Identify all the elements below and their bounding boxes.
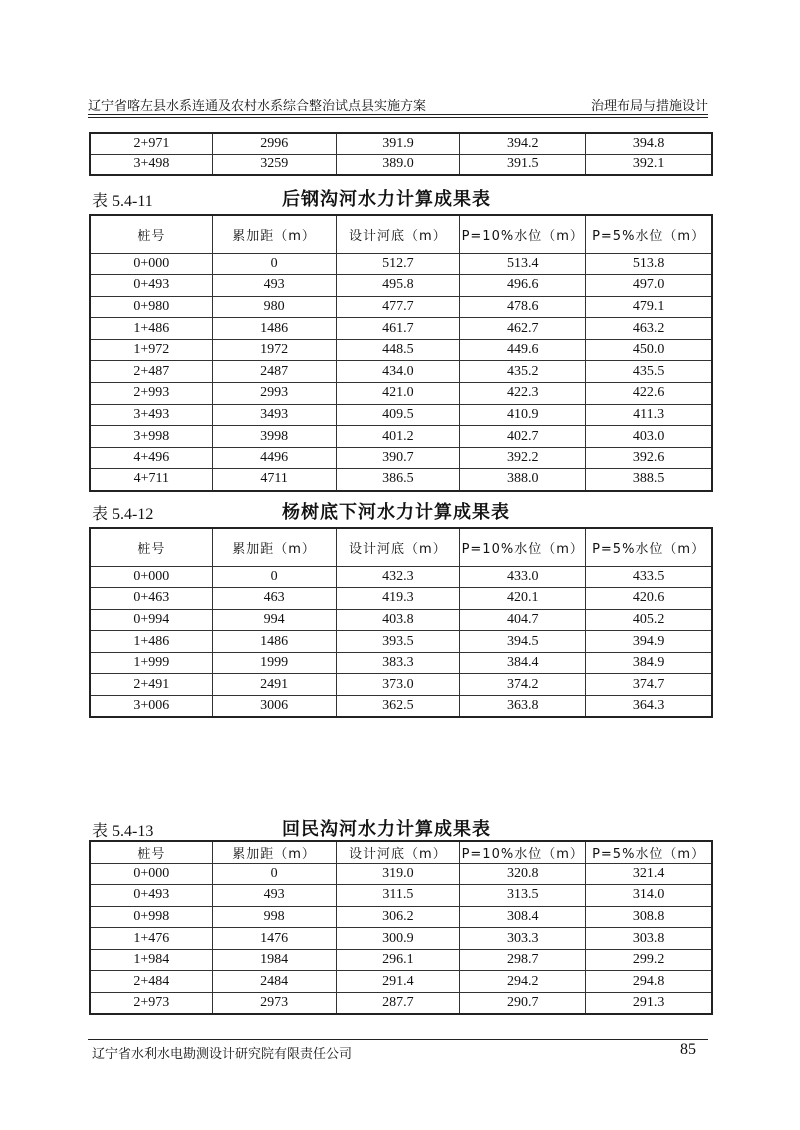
table-cell: 392.6 [586,447,712,469]
table-cell: 980 [212,296,336,318]
column-header: P=10%水位（m） [460,528,586,566]
table-cell: 3+493 [90,404,212,426]
table-cell: 1+476 [90,928,212,950]
table-cell: 394.2 [460,133,586,154]
table-cell: 435.2 [460,361,586,383]
table-cell: 319.0 [336,863,460,885]
table-cell: 422.3 [460,383,586,405]
table-number: 表 5.4-11 [92,193,153,210]
table-cell: 321.4 [586,863,712,885]
table-cell: 422.6 [586,383,712,405]
table-cell: 2+993 [90,383,212,405]
table-header [90,215,712,253]
table-body [90,133,712,175]
table-cell: 2+487 [90,361,212,383]
table-cell: 403.8 [336,609,460,631]
table-cell: 389.0 [336,154,460,175]
table-cell: 390.7 [336,447,460,469]
table-row [90,361,712,383]
table-cell: 393.5 [336,631,460,653]
table-cell: 463.2 [586,318,712,340]
table-cell: 463 [212,588,336,610]
table-title: 后钢沟河水力计算成果表 [282,189,491,210]
table-cell: 314.0 [586,885,712,907]
column-header: 桩号 [90,841,212,863]
publisher-name: 辽宁省水利水电勘测设计研究院有限责任公司 [92,1047,353,1062]
table-cell: 299.2 [586,949,712,971]
table-cell: 1486 [212,318,336,340]
table-row [90,949,712,971]
table-cell: 291.4 [336,971,460,993]
table-row [90,133,712,154]
table-cell: 477.7 [336,296,460,318]
table-row [90,404,712,426]
table-cell: 300.9 [336,928,460,950]
table-cell: 1+984 [90,949,212,971]
table-row [90,696,712,718]
table-header [90,841,712,863]
table-row [90,928,712,950]
table-cell: 294.8 [586,971,712,993]
table-cell: 419.3 [336,588,460,610]
table-cell: 496.6 [460,275,586,297]
table-cell: 0+998 [90,906,212,928]
table-row [90,863,712,885]
table-row [90,318,712,340]
table-cell: 1984 [212,949,336,971]
table-cell: 364.3 [586,696,712,718]
column-header: P=10%水位（m） [460,841,586,863]
table-cell: 0+463 [90,588,212,610]
table-cell: 404.7 [460,609,586,631]
table-cell: 2484 [212,971,336,993]
table-cell: 4+496 [90,447,212,469]
table-cell: 409.5 [336,404,460,426]
table-cell: 391.9 [336,133,460,154]
table-title: 回民沟河水力计算成果表 [282,819,491,840]
table-cell: 388.0 [460,469,586,491]
table-row [90,652,712,674]
header-row [90,215,712,253]
table-cell: 411.3 [586,404,712,426]
table-cell: 392.1 [586,154,712,175]
table-cell: 311.5 [336,885,460,907]
table-cell: 3+006 [90,696,212,718]
table-cell: 3493 [212,404,336,426]
table-cell: 383.3 [336,652,460,674]
table-cell: 313.5 [460,885,586,907]
table-cell: 0+493 [90,885,212,907]
table-row [90,275,712,297]
table-cell: 479.1 [586,296,712,318]
table-cell: 2+491 [90,674,212,696]
table-cell: 421.0 [336,383,460,405]
table-cell: 434.0 [336,361,460,383]
table-cell: 448.5 [336,339,460,361]
table-cell: 401.2 [336,426,460,448]
table-row [90,906,712,928]
table-cell: 394.8 [586,133,712,154]
table-row [90,674,712,696]
table-cell: 1972 [212,339,336,361]
table-cell: 308.8 [586,906,712,928]
header-rule-2 [88,117,708,118]
footer-rule [88,1039,708,1040]
column-header: 桩号 [90,528,212,566]
table-cell: 3006 [212,696,336,718]
table-row [90,469,712,491]
table-cell: 2491 [212,674,336,696]
table-cell: 0 [212,253,336,275]
table-cell: 493 [212,275,336,297]
continued-table [89,132,713,176]
table-cell: 0+980 [90,296,212,318]
header-rule [88,114,708,115]
table-row [90,971,712,993]
table-cell: 420.1 [460,588,586,610]
table-cell: 0+000 [90,566,212,588]
running-header [88,93,708,115]
table-cell: 2996 [212,133,336,154]
table-caption [92,815,712,843]
table-cell: 433.0 [460,566,586,588]
table-number: 表 5.4-12 [92,506,154,523]
table-row [90,609,712,631]
table-cell: 2993 [212,383,336,405]
table-cell: 1999 [212,652,336,674]
table-caption [92,498,712,526]
table-number: 表 5.4-13 [92,823,154,840]
column-header: P=10%水位（m） [460,215,586,253]
table-cell: 4711 [212,469,336,491]
table-cell: 1+999 [90,652,212,674]
table-cell: 3+498 [90,154,212,175]
table-cell: 362.5 [336,696,460,718]
table-cell: 374.2 [460,674,586,696]
table-5-4-13 [89,840,713,1015]
table-cell: 384.4 [460,652,586,674]
page-number: 85 [680,1041,696,1058]
column-header: 累加距（m） [212,841,336,863]
table-body [90,863,712,1014]
table-cell: 994 [212,609,336,631]
table-cell: 450.0 [586,339,712,361]
column-header: 设计河底（m） [336,528,460,566]
table-cell: 2973 [212,993,336,1015]
table-cell: 0+000 [90,863,212,885]
table-5-4-12 [89,527,713,718]
column-header: P=5%水位（m） [586,841,712,863]
table-cell: 287.7 [336,993,460,1015]
table-cell: 392.2 [460,447,586,469]
table-cell: 2+971 [90,133,212,154]
table-cell: 478.6 [460,296,586,318]
table-cell: 303.3 [460,928,586,950]
table-cell: 1+972 [90,339,212,361]
table-cell: 513.8 [586,253,712,275]
table-5-4-11 [89,214,713,492]
table-cell: 1486 [212,631,336,653]
table-row [90,154,712,175]
table-cell: 3998 [212,426,336,448]
table-cell: 403.0 [586,426,712,448]
table-row [90,253,712,275]
table-cell: 3+998 [90,426,212,448]
table-cell: 2+484 [90,971,212,993]
table-row [90,426,712,448]
table-body [90,566,712,717]
table-cell: 461.7 [336,318,460,340]
table-cell: 373.0 [336,674,460,696]
table-cell: 290.7 [460,993,586,1015]
table-cell: 432.3 [336,566,460,588]
table-cell: 410.9 [460,404,586,426]
table-cell: 0 [212,566,336,588]
header-row [90,841,712,863]
column-header: 设计河底（m） [336,215,460,253]
table-row [90,588,712,610]
table-cell: 1+486 [90,318,212,340]
table-cell: 4496 [212,447,336,469]
table-cell: 306.2 [336,906,460,928]
table-cell: 298.7 [460,949,586,971]
column-header: 累加距（m） [212,528,336,566]
table-cell: 493 [212,885,336,907]
table-cell: 374.7 [586,674,712,696]
table-title: 杨树底下河水力计算成果表 [282,502,510,523]
table-cell: 435.5 [586,361,712,383]
table-cell: 296.1 [336,949,460,971]
table-cell: 402.7 [460,426,586,448]
table-cell: 495.8 [336,275,460,297]
table-cell: 320.8 [460,863,586,885]
table-row [90,383,712,405]
table-cell: 384.9 [586,652,712,674]
table-row [90,631,712,653]
table-cell: 303.8 [586,928,712,950]
table-cell: 291.3 [586,993,712,1015]
table-cell: 3259 [212,154,336,175]
column-header: P=5%水位（m） [586,528,712,566]
table-cell: 433.5 [586,566,712,588]
table-cell: 4+711 [90,469,212,491]
table-cell: 512.7 [336,253,460,275]
header-row [90,528,712,566]
table-body [90,253,712,491]
chapter-title: 治理布局与措施设计 [590,99,708,114]
table-cell: 388.5 [586,469,712,491]
table-cell: 497.0 [586,275,712,297]
table-cell: 2487 [212,361,336,383]
table-cell: 405.2 [586,609,712,631]
table-cell: 0+000 [90,253,212,275]
table-cell: 0+994 [90,609,212,631]
table-cell: 363.8 [460,696,586,718]
table-row [90,566,712,588]
table-cell: 998 [212,906,336,928]
column-header: 设计河底（m） [336,841,460,863]
document-title: 辽宁省喀左县水系连通及农村水系综合整治试点县实施方案 [88,99,427,114]
table-row [90,296,712,318]
table-cell: 449.6 [460,339,586,361]
table-cell: 391.5 [460,154,586,175]
table-cell: 2+973 [90,993,212,1015]
table-row [90,339,712,361]
table-row [90,993,712,1015]
table-cell: 0+493 [90,275,212,297]
table-header [90,528,712,566]
table-cell: 386.5 [336,469,460,491]
table-row [90,447,712,469]
table-cell: 294.2 [460,971,586,993]
column-header: P=5%水位（m） [586,215,712,253]
table-cell: 0 [212,863,336,885]
table-cell: 462.7 [460,318,586,340]
table-caption [92,185,712,213]
table-cell: 420.6 [586,588,712,610]
table-cell: 1476 [212,928,336,950]
table-cell: 513.4 [460,253,586,275]
table-cell: 394.5 [460,631,586,653]
column-header: 累加距（m） [212,215,336,253]
table-cell: 1+486 [90,631,212,653]
table-row [90,885,712,907]
table-cell: 308.4 [460,906,586,928]
column-header: 桩号 [90,215,212,253]
table-cell: 394.9 [586,631,712,653]
